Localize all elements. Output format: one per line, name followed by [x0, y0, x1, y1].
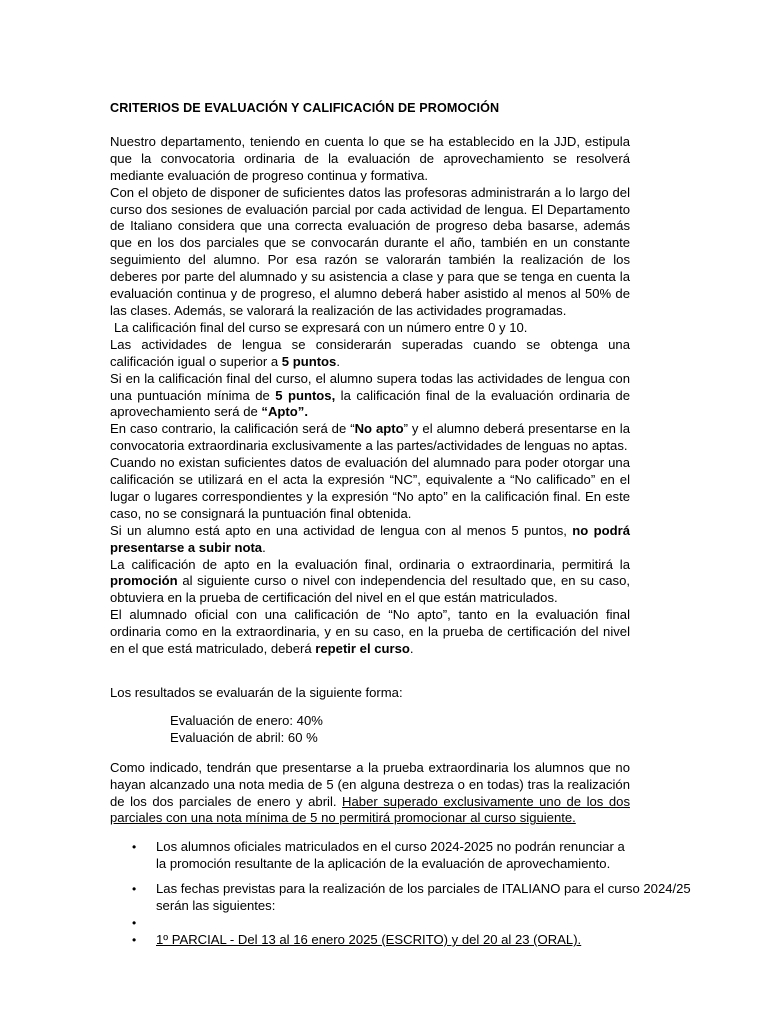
bold-no-apto: No apto	[354, 421, 404, 437]
paragraph-promocion: La calificación de apto en la evaluación final, ordinaria o extraordinaria, permitirá la promoción al siguiente curso o nivel con independencia del resultado que, en su caso, obtuviera en la prueba de certificación del nivel en el que están matriculados.	[110, 556, 630, 606]
bullet-item-primer-parcial: • 1º PARCIAL - Del 13 al 16 enero 2025 (ESCRITO) y del 20 al 23 (ORAL).	[132, 931, 582, 947]
paragraph-repetir-curso: El alumnado oficial con una calificación de “No apto”, tanto en la evaluación final ordinaria como en la extraordinaria, y en su caso, en la prueba de certificación del nivel en el que está matriculado, deberá repetir el curso.	[110, 607, 630, 657]
bullet-item-empty	[110, 915, 630, 932]
results-item-enero: Evaluación de enero: 40%	[170, 712, 323, 728]
document-title: CRITERIOS DE EVALUACIÓN Y CALIFICACIÓN DE PROMOCIÓN	[110, 101, 500, 115]
paragraph-subir-nota: Si un alumno está apto en una actividad de lengua con al menos 5 puntos, no podrá presentarse a subir nota.	[110, 522, 630, 555]
bullet-icon: •	[132, 882, 137, 897]
paragraph-evaluation-sessions: Con el objeto de disponer de suficientes datos las profesoras administrarán a lo largo del curso dos sesiones de evaluación parcial por cada actividad de lengua. El Departamento de Italiano considera que una correcta evaluación de progreso deba basarse, además que en los dos parciales que se convocarán durante el año, también en un constante seguimiento del alumno. Por esa razón se valorarán también la realización de los deberes por parte del alumnado y su asistencia a clase y para que se tenga en cuenta la evaluación continua y de progreso, el alumno deberá haber asistido al menos al 50% de las clases. Además, se valorará la realización de las actividades programadas.	[110, 184, 630, 318]
underlined-warning: Haber superado exclusivamente uno de los dos parciales con una nota mínima de 5 no permitirá promocionar al curso siguiente.	[110, 793, 630, 826]
results-item-abril: Evaluación de abril: 60 %	[170, 729, 318, 745]
paragraph-final-grade-scale: La calificación final del curso se expresará con un número entre 0 y 10.	[114, 319, 528, 335]
bold-apto: “Apto”.	[261, 404, 308, 420]
bold-5-puntos: 5 puntos	[281, 353, 337, 369]
results-intro: Los resultados se evaluarán de la siguiente forma:	[110, 685, 403, 700]
paragraph-extraordinaria: Como indicado, tendrán que presentarse a la prueba extraordinaria los alumnos que no hayan alcanzado una nota media de 5 (en alguna destreza o en todas) tras la realización de los dos parciales de enero y abril. Haber superado exclusivamente uno de los dos parciales con una nota mínima de 5 no permitirá promocionar al curso siguiente.	[110, 759, 630, 826]
document-page	[110, 100, 691, 949]
bullet-list	[110, 839, 691, 949]
paragraph-department: Nuestro departamento, teniendo en cuenta lo que se ha establecido en la JJD, estipula que la convocatoria ordinaria de la evaluación de aprovechamiento se resolverá mediante evaluación de progreso continua y formativa.	[110, 133, 630, 183]
bullet-icon: •	[132, 840, 137, 855]
bullet-icon: •	[132, 932, 137, 947]
paragraph-pass-threshold: Las actividades de lengua se considerarán superadas cuando se obtenga una calificación igual o superior a 5 puntos.	[110, 336, 630, 369]
paragraph-no-calificado: Cuando no existan suficientes datos de evaluación del alumnado para poder otorgar una calificación se utilizará en el acta la expresión “NC”, equivalente a “No calificado” en el lugar o lugares correspondientes y la expresión “No apto” en la calificación final. En este caso, no se consignará la puntuación final obtenida.	[110, 455, 630, 521]
paragraph-apto: Si en la calificación final del curso, el alumno supera todas las actividades de lengua con una puntuación mínima de 5 puntos, la calificación final de la evaluación ordinaria de aprovechamiento será de “Apto”.	[110, 370, 630, 420]
bullet-icon: •	[132, 915, 137, 930]
results-list	[110, 713, 630, 747]
paragraph-no-apto: En caso contrario, la calificación será de “No apto” y el alumno deberá presentarse en la convocatoria extraordinaria exclusivamente a las partes/actividades de lenguas no aptas.	[110, 421, 630, 454]
bullet-item-renunciar: • Los alumnos oficiales matriculados en el curso 2024-2025 no podrán renunciar a la promoción resultante de la aplicación de la evaluación de aprovechamiento.	[132, 839, 625, 872]
bullet-item-fechas: • Las fechas previstas para la realización de los parciales de ITALIANO para el curso 2024/25 serán las siguientes:	[132, 881, 691, 914]
